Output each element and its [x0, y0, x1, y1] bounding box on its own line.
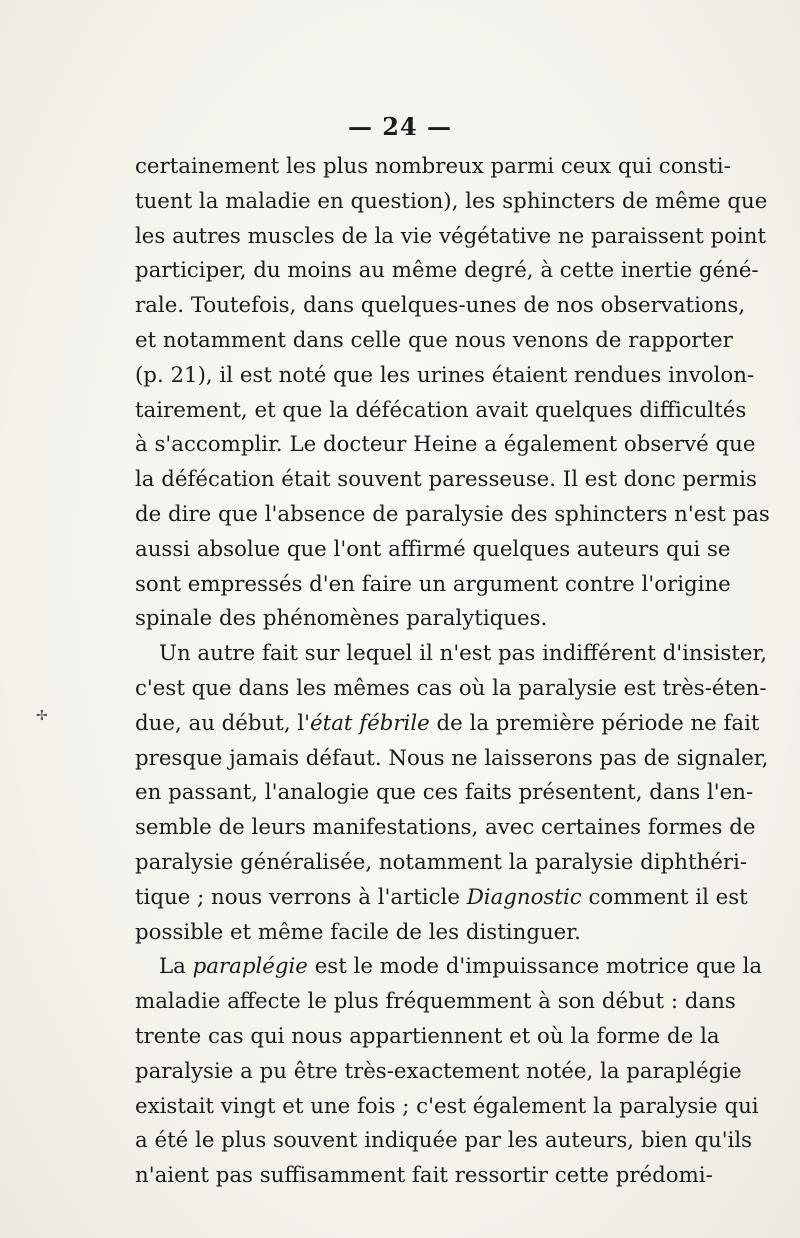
text-segment: en passant, l'analogie que ces faits présentent, dans l'en-	[135, 780, 754, 806]
text-line	[135, 1055, 742, 1090]
text-line	[135, 672, 767, 707]
text-segment: les autres muscles de la vie végétative ne paraissent point	[135, 223, 767, 249]
text-line	[135, 1159, 713, 1194]
text-line	[135, 950, 763, 985]
text-segment: sont empressés d'en faire un argument contre l'origine	[135, 571, 731, 597]
text-segment: (p. 21), il est noté que les urines étaient rendues involon-	[135, 362, 755, 388]
text-line	[135, 533, 731, 568]
text-line	[135, 428, 756, 463]
text-line	[135, 811, 756, 846]
text-line	[135, 637, 768, 672]
text-segment: due, au début, l'	[135, 710, 311, 736]
text-segment: semble de leurs manifestations, avec certaines formes de	[135, 815, 756, 841]
text-line	[135, 185, 768, 220]
text-line	[135, 776, 754, 811]
text-line	[135, 1124, 753, 1159]
text-line	[135, 742, 769, 777]
text-line	[135, 394, 747, 429]
text-segment: spinale des phénomènes paralytiques.	[135, 606, 548, 632]
text-line	[135, 568, 731, 603]
text-segment: tuent la maladie en question), les sphincters de même que	[135, 188, 768, 214]
italic-term: Diagnostic	[466, 884, 582, 910]
text-line	[135, 498, 770, 533]
text-line	[135, 1090, 759, 1125]
italic-term: état fébrile	[310, 710, 430, 736]
text-line	[135, 602, 693, 637]
text-line	[135, 985, 736, 1020]
text-line	[135, 881, 748, 916]
text-segment: rale. Toutefois, dans quelques-unes de nos observations,	[135, 293, 746, 319]
text-segment: a été le plus souvent indiquée par les auteurs, bien qu'ils	[135, 1128, 753, 1154]
text-segment: existait vingt et une fois ; c'est également la paralysie qui	[135, 1093, 759, 1119]
text-segment: de dire que l'absence de paralysie des sphincters n'est pas	[135, 501, 770, 527]
text-segment: et notamment dans celle que nous venons de rapporter	[135, 327, 733, 353]
text-segment: tairement, et que la défécation avait quelques difficultés	[135, 397, 747, 423]
body-text	[135, 150, 770, 1194]
text-segment: maladie affecte le plus fréquemment à son début : dans	[135, 989, 736, 1015]
text-segment: Un autre fait sur lequel il n'est pas indifférent d'insister,	[159, 641, 768, 667]
page-number: — 24 —	[347, 112, 453, 141]
text-segment: comment il est	[581, 884, 748, 910]
text-segment: possible et même facile de les distinguer.	[135, 919, 581, 945]
text-line	[135, 463, 757, 498]
text-segment: paralysie généralisée, notamment la paralysie diphthéri-	[135, 849, 748, 875]
text-segment: n'aient pas suffisamment fait ressortir cette prédomi-	[135, 1163, 713, 1189]
text-segment: tique ; nous verrons à l'article	[135, 884, 467, 910]
text-segment: participer, du moins au même degré, à cette inertie géné-	[135, 258, 759, 284]
text-segment: certainement les plus nombreux parmi ceux qui consti-	[135, 154, 731, 179]
text-line	[135, 846, 748, 881]
text-segment: à s'accomplir. Le docteur Heine a également observé que	[135, 432, 756, 458]
text-line	[135, 916, 693, 951]
text-segment: La	[159, 954, 193, 980]
text-segment: presque jamais défaut. Nous ne laisserons pas de signaler,	[135, 745, 769, 771]
margin-mark: ✢	[36, 708, 48, 724]
text-segment: paralysie a pu être très-exactement notée, la paraplégie	[135, 1058, 742, 1084]
text-segment: c'est que dans les mêmes cas où la paralysie est très-éten-	[135, 675, 767, 701]
text-line	[135, 254, 759, 289]
text-segment: la défécation était souvent paresseuse. Il est donc permis	[135, 467, 757, 493]
text-segment: aussi absolue que l'ont affirmé quelques auteurs qui se	[135, 536, 731, 562]
text-line	[135, 707, 760, 742]
text-segment: est le mode d'impuissance motrice que la	[307, 954, 763, 980]
text-line	[135, 150, 731, 185]
text-segment: trente cas qui nous appartiennent et où la forme de la	[135, 1023, 720, 1049]
text-line	[135, 1020, 720, 1055]
text-line	[135, 289, 746, 324]
italic-term: paraplégie	[192, 954, 308, 980]
text-line	[135, 324, 733, 359]
text-segment: de la première période ne fait	[429, 710, 760, 736]
text-line	[135, 220, 767, 255]
text-line	[135, 359, 755, 394]
